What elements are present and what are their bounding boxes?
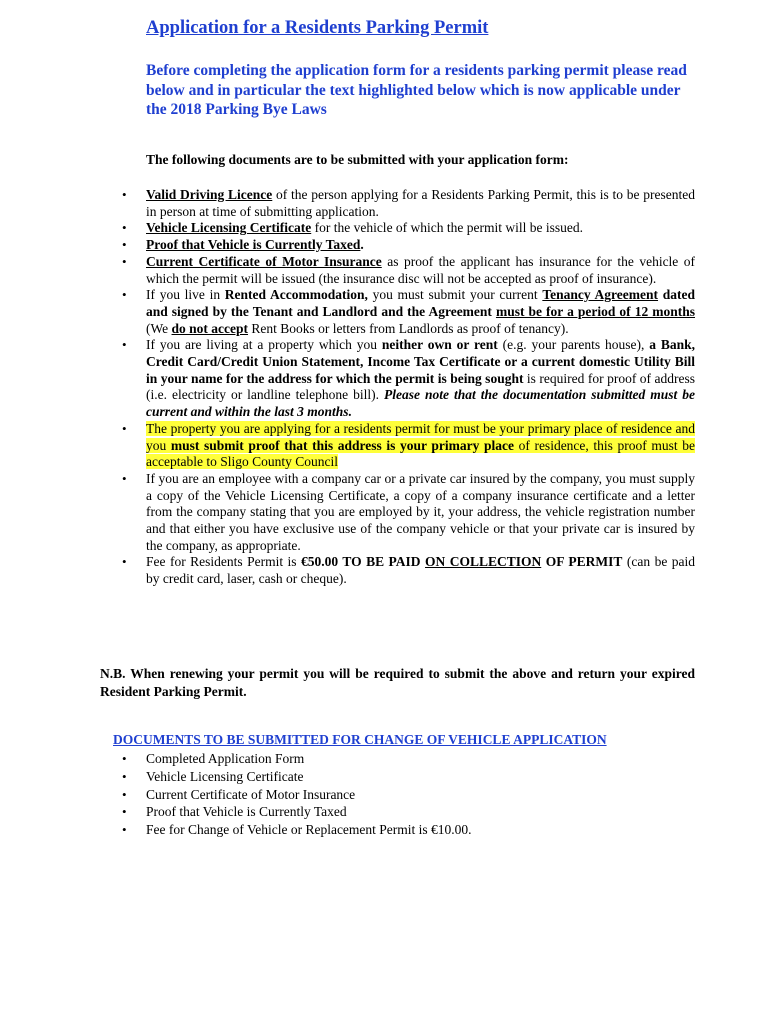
bullet-icon: •	[122, 220, 127, 236]
list-item	[100, 187, 695, 220]
bullet-icon: •	[122, 786, 127, 802]
item-text: If you are an employee with a company car or a private car insured by the company, you must supply a copy of the Vehicle Licensing Certificate, a copy of a company insurance certificate and a letter from the company stating that you are employed by it, your address, the vehicle registration number and that either you have exclusive use of the company vehicle or that your private car is insured by the company, as appropriate.	[146, 470, 695, 553]
item-text: is required for proof of address (i.e. electricity or landline telephone bill).	[146, 370, 695, 403]
bullet-icon: •	[122, 420, 127, 436]
item-text: ON COLLECTION	[425, 554, 542, 570]
change-of-vehicle-list	[100, 750, 695, 839]
bullet-icon: •	[122, 187, 127, 202]
bullet-icon: •	[122, 337, 127, 353]
item-text: Current Certificate of Motor Insurance	[146, 786, 356, 802]
item-label: Vehicle Licensing Certificate	[146, 220, 312, 236]
item-label: Proof that Vehicle is Currently Taxed	[146, 237, 361, 253]
item-text: must be for a period of 12 months	[495, 303, 695, 319]
item-text: of the person applying for a Residents Parking Permit, this is to be presented in person at time of submitting application.	[146, 187, 695, 219]
item-text: Rented Accommodation,	[224, 287, 368, 303]
bullet-icon: •	[122, 554, 127, 570]
list-item	[100, 237, 695, 254]
bullet-icon: •	[122, 751, 127, 766]
list-item	[100, 768, 695, 786]
bullet-icon: •	[122, 253, 127, 269]
highlighted-text: of residence, this proof must be acceptable to Sligo County Council	[146, 437, 696, 470]
list-item	[100, 220, 695, 237]
list-item	[100, 287, 695, 337]
bullet-icon: •	[122, 768, 127, 784]
list-item	[100, 821, 695, 839]
item-text: for the vehicle of which the permit will be issued.	[311, 220, 584, 236]
intro-paragraph: Before completing the application form for a residents parking permit please read below and in particular the text highlighted below which is now applicable under the 2018 Parking Bye Laws	[146, 62, 687, 118]
renewal-note: N.B. When renewing your permit you will be required to submit the above and return your expired Resident Parking Permit.	[100, 666, 695, 699]
item-text: (e.g. your parents house),	[497, 337, 650, 353]
item-text: neither own or rent	[381, 337, 498, 353]
item-text: you must submit your current	[367, 287, 543, 303]
item-text: OF PERMIT	[541, 554, 623, 570]
item-text: €50.00 TO BE PAID	[301, 554, 426, 570]
list-item	[100, 750, 695, 768]
item-text: as proof the applicant has insurance for the vehicle of which the permit will be issued (the insurance disc will not be accepted as proof of insurance).	[146, 253, 696, 286]
list-item	[100, 803, 695, 821]
item-text: If you are living at a property which you	[146, 337, 382, 353]
item-label: Valid Driving Licence	[146, 187, 273, 202]
highlighted-text: must submit proof that this address is your primary place	[170, 437, 514, 453]
item-text: (We	[146, 320, 172, 336]
list-item	[100, 254, 695, 287]
item-text: If you live in	[146, 287, 225, 303]
item-text: Fee for Change of Vehicle or Replacement Permit is €10.00.	[146, 822, 472, 838]
item-text: dated and signed by the Tenant and Landlord and the Agreement	[146, 287, 695, 319]
item-label: Current Certificate of Motor Insurance	[146, 253, 382, 269]
highlighted-text: The property you are applying for a residents permit for must be your primary place of residence and you	[146, 420, 695, 453]
list-item	[100, 786, 695, 804]
item-text: Proof that Vehicle is Currently Taxed	[146, 804, 347, 820]
item-text: Completed Application Form	[146, 751, 305, 766]
item-text: Tenancy Agreement	[542, 287, 659, 303]
bullet-icon: •	[122, 287, 127, 303]
list-item	[100, 337, 695, 421]
list-item	[100, 421, 695, 471]
required-documents-list	[100, 187, 695, 588]
bullet-icon: •	[122, 470, 127, 486]
list-item	[100, 554, 695, 587]
change-of-vehicle-heading: DOCUMENTS TO BE SUBMITTED FOR CHANGE OF VEHICLE APPLICATION	[113, 732, 607, 747]
item-text: .	[360, 237, 364, 253]
item-text: Vehicle Licensing Certificate	[146, 768, 304, 784]
item-text: a Bank, Credit Card/Credit Union Statement, Income Tax Certificate or a current domestic Utility Bill in your name for the address for which the permit is being sought	[146, 337, 695, 386]
bullet-icon: •	[122, 237, 127, 253]
item-text: Fee for Residents Permit is	[146, 554, 302, 570]
item-text: Rent Books or letters from Landlords as proof of tenancy).	[248, 320, 569, 336]
documents-heading: The following documents are to be submitted with your application form:	[146, 152, 569, 167]
bullet-icon: •	[122, 804, 127, 820]
page-title: Application for a Residents Parking Permit	[146, 18, 489, 38]
item-text: (can be paid by credit card, laser, cash or cheque).	[146, 554, 696, 587]
item-text: Please note that the documentation submitted must be current and within the last 3 months.	[146, 387, 695, 420]
bullet-icon: •	[122, 822, 127, 838]
item-text: do not accept	[171, 320, 249, 336]
list-item	[100, 471, 695, 555]
